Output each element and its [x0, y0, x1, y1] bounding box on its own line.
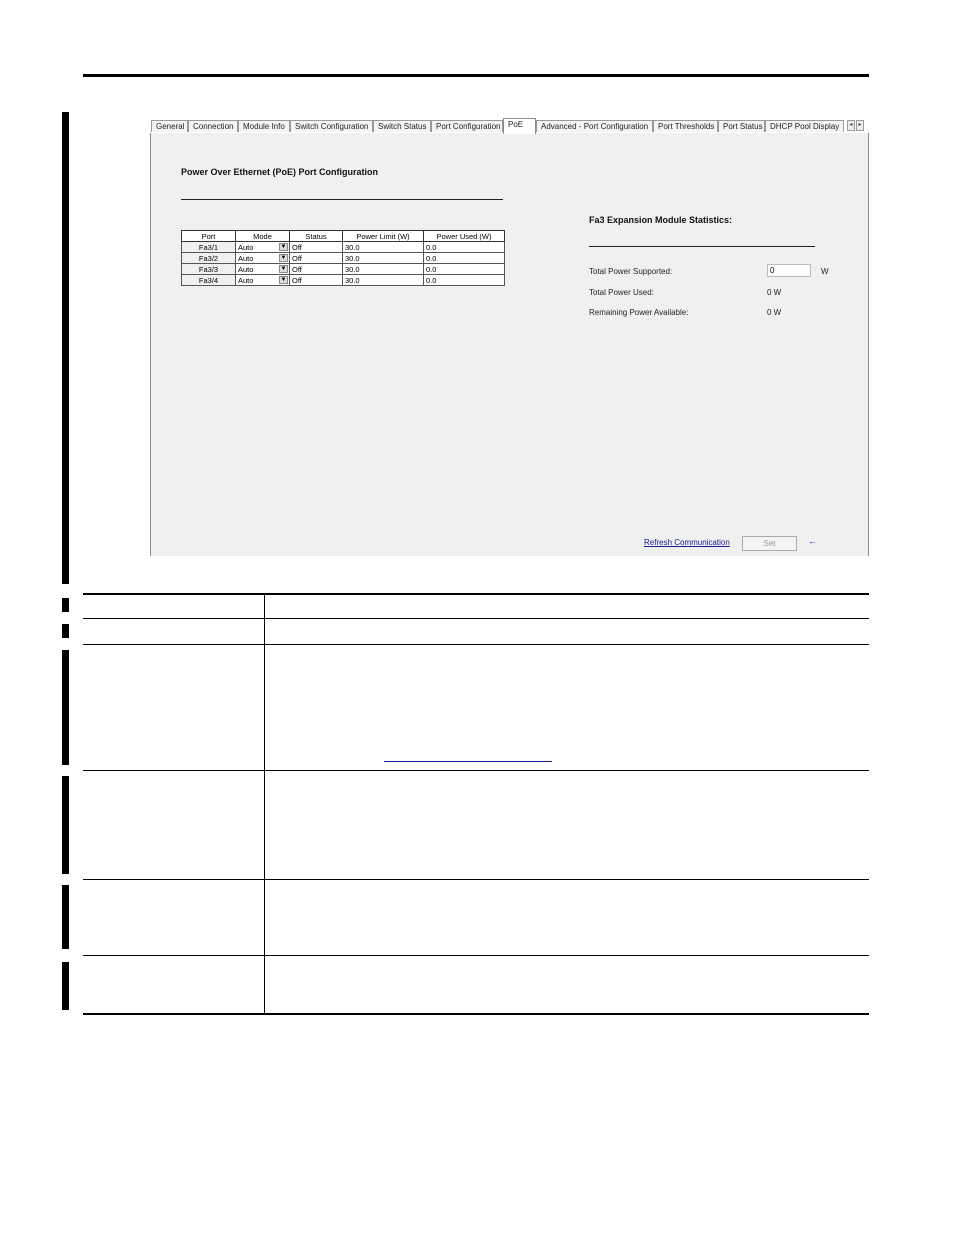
table-top-rule [83, 593, 869, 595]
tab-general[interactable]: General [151, 120, 188, 132]
table-row [182, 253, 505, 264]
tab-module-info[interactable]: Module Info [238, 120, 290, 132]
change-bar [62, 962, 69, 1010]
tab-strip [150, 118, 869, 134]
table-row [182, 242, 505, 253]
tab-scroll-left-icon[interactable]: ◂ [847, 120, 855, 131]
status-cell: Off [290, 242, 343, 253]
total-power-used-label: Total Power Used: [589, 288, 654, 297]
port-cell: Fa3/2 [182, 253, 236, 264]
poe-port-table [181, 230, 505, 286]
column-header-mode: Mode [236, 231, 290, 242]
port-cell: Fa3/1 [182, 242, 236, 253]
power-used-cell: 0.0 [424, 275, 505, 286]
status-cell: Off [290, 253, 343, 264]
change-bar [62, 112, 69, 584]
remaining-power-value: 0 W [767, 308, 782, 317]
column-header-status: Status [290, 231, 343, 242]
stats-section-rule [589, 246, 815, 247]
tab-port-thresholds[interactable]: Port Thresholds [653, 120, 718, 132]
tab-switch-status[interactable]: Switch Status [373, 120, 431, 132]
tab-scroll-right-icon[interactable]: ▸ [856, 120, 864, 131]
power-used-cell: 0.0 [424, 242, 505, 253]
table-row-rule [83, 770, 869, 771]
table-column-divider [264, 594, 265, 1014]
tab-advanced-port-configuration[interactable]: Advanced - Port Configuration [536, 120, 653, 132]
power-limit-input[interactable]: 30.0 [343, 275, 424, 286]
mode-select[interactable] [236, 253, 290, 264]
power-used-cell: 0.0 [424, 253, 505, 264]
tab-poe[interactable]: PoE [503, 118, 536, 134]
set-button[interactable]: Set [742, 536, 797, 551]
change-bar [62, 776, 69, 874]
change-bar [62, 624, 69, 638]
poe-section-title: Power Over Ethernet (PoE) Port Configuration [181, 167, 379, 177]
dropdown-arrow-icon[interactable]: ▼ [280, 244, 287, 250]
remaining-power-label: Remaining Power Available: [589, 308, 689, 317]
poe-section-rule [181, 199, 503, 200]
arrow-left-icon: ← [808, 536, 817, 546]
change-bar [62, 885, 69, 949]
power-used-cell: 0.0 [424, 264, 505, 275]
port-cell: Fa3/3 [182, 264, 236, 275]
mode-value: Auto [238, 253, 254, 263]
table-row-rule [83, 644, 869, 645]
mode-select[interactable] [236, 264, 290, 275]
column-header-power-used: Power Used (W) [424, 231, 505, 242]
mode-value: Auto [238, 264, 254, 274]
status-cell: Off [290, 275, 343, 286]
dropdown-arrow-icon[interactable]: ▼ [280, 277, 287, 283]
table-row-rule [83, 879, 869, 880]
power-limit-input[interactable]: 30.0 [343, 253, 424, 264]
total-power-supported-input[interactable]: 0 [767, 264, 811, 277]
refresh-communication-link[interactable]: Refresh Communication [644, 538, 730, 547]
table-row [182, 264, 505, 275]
mode-value: Auto [238, 275, 254, 285]
table-bottom-rule [83, 1013, 869, 1015]
change-bar [62, 650, 69, 765]
table-header-rule [83, 618, 869, 619]
dropdown-arrow-icon[interactable]: ▼ [280, 266, 287, 272]
poe-panel [150, 133, 869, 556]
stats-section-title: Fa3 Expansion Module Statistics: [589, 215, 733, 225]
tab-port-status[interactable]: Port Status [718, 120, 765, 132]
poe-configuration-screenshot [150, 118, 869, 556]
header-rule [83, 74, 869, 77]
power-limit-input[interactable]: 30.0 [343, 264, 424, 275]
tab-connection[interactable]: Connection [188, 120, 238, 132]
table-row-rule [83, 955, 869, 956]
table-row [182, 275, 505, 286]
mode-select[interactable] [236, 242, 290, 253]
column-header-power-limit: Power Limit (W) [343, 231, 424, 242]
cross-reference-link[interactable] [384, 761, 552, 762]
dropdown-arrow-icon[interactable]: ▼ [280, 255, 287, 261]
mode-value: Auto [238, 242, 254, 252]
status-cell: Off [290, 264, 343, 275]
power-limit-input[interactable]: 30.0 [343, 242, 424, 253]
tab-port-configuration[interactable]: Port Configuration [431, 120, 503, 132]
total-power-supported-label: Total Power Supported: [589, 267, 673, 276]
tab-switch-configuration[interactable]: Switch Configuration [290, 120, 373, 132]
total-power-used-value: 0 W [767, 288, 782, 297]
change-bar [62, 598, 69, 612]
column-header-port: Port [182, 231, 236, 242]
tab-dhcp-pool-display[interactable]: DHCP Pool Display [765, 120, 844, 132]
total-power-supported-unit: W [821, 267, 829, 276]
port-cell: Fa3/4 [182, 275, 236, 286]
mode-select[interactable] [236, 275, 290, 286]
